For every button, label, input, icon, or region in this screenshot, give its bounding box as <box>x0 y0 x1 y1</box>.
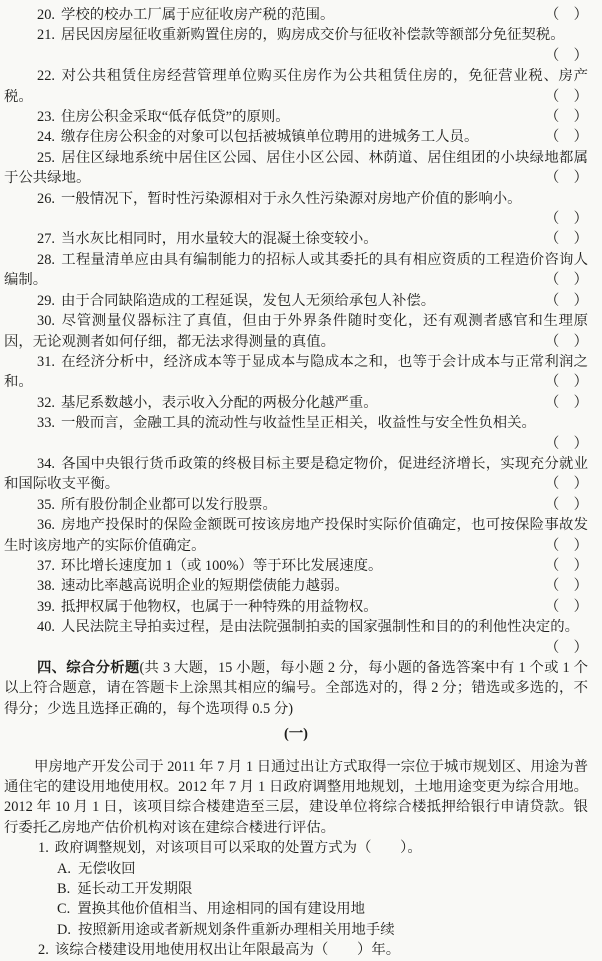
question-number: 37. <box>37 557 55 574</box>
question-text: 政府调整规划，对该项目可以采取的处置方式为（ ）。 <box>54 840 422 857</box>
question-number: 24. <box>37 129 55 146</box>
option-item <box>4 920 588 940</box>
true-false-question-item <box>4 454 588 495</box>
section-heading <box>4 658 588 719</box>
question-number: 28. <box>37 251 55 268</box>
answer-blank: （ ） <box>544 639 588 656</box>
question-number: 34. <box>37 455 55 472</box>
section-instructions: (共 3 大题，15 小题，每小题 2 分，每小题的备选答案中有 1 个或 1 个以上符合题意，请在答题卡上涂黑其相应的编号。全部选对的，得 2 分；错选或多选的，不得分；少选且选择正确的，每个选项得 0.5 分) <box>4 660 588 717</box>
question-text: 基尼系数越小，表示收入分配的两极分化越严重。 <box>61 394 378 411</box>
answer-blank: （ ） <box>544 578 588 595</box>
option-label: A. <box>57 860 71 877</box>
case-description: 甲房地产开发公司于 2011 年 7 月 1 日通过出让方式取得一宗位于城市规划区、用途为普通住宅的建设用地使用权。2012 年 7 月 1 日政府调整用地规划，土地用途变更为综合用地。2012 年 10 月 1 日，该项目综合楼建造至三层，建设单位将综合楼抵押给银行申请贷款。银行委托乙房地产估价机构对该在建综合楼进行评估。 <box>4 758 588 836</box>
true-false-question-item <box>4 291 588 311</box>
answer-blank: （ ） <box>544 272 588 289</box>
true-false-question-item <box>4 597 588 617</box>
question-number: 30. <box>37 313 55 330</box>
answer-blank: （ ） <box>544 292 588 309</box>
answer-blank: （ ） <box>544 496 588 513</box>
answer-blank: （ ） <box>544 129 588 146</box>
question-number: 26. <box>37 190 55 207</box>
answer-blank: （ ） <box>544 476 588 493</box>
question-text: 学校的校办工厂属于应征收房产税的范围。 <box>61 7 335 23</box>
question-text: 一般情况下，暂时性污染源相对于永久性污染源对房地产价值的影响小。 <box>61 190 522 207</box>
true-false-question-item <box>4 127 588 147</box>
question-text: 尽管测量仪器标注了真值，但由于外界条件随时变化，还有观测者感官和生理原因，无论观测者如何仔细，都无法求得测量的真值。 <box>4 313 588 350</box>
question-text: 对公共租赁住房经营管理单位购买住房作为公共租赁住房的，免征营业税、房产税。 <box>4 68 588 105</box>
answer-blank: （ ） <box>544 7 588 23</box>
answer-blank: （ ） <box>544 109 588 126</box>
option-list <box>4 859 588 941</box>
question-number: 35. <box>37 496 55 513</box>
question-number: 40. <box>37 619 55 636</box>
answer-blank: （ ） <box>544 598 588 615</box>
case-question <box>4 940 588 960</box>
answer-blank: （ ） <box>544 170 588 187</box>
question-text: 一般而言，金融工具的流动性与收益性呈正相关，收益性与安全性负相关。 <box>61 415 536 432</box>
option-text: 按照新用途或者新规划条件重新办理相关用地手续 <box>78 921 395 938</box>
option-item <box>4 899 588 919</box>
question-number: 33. <box>37 415 55 432</box>
question-number: 27. <box>37 231 55 248</box>
true-false-question-item <box>4 229 588 249</box>
option-text: 无偿收回 <box>78 860 136 877</box>
question-number: 22. <box>37 68 55 85</box>
question-number: 1. <box>38 840 49 857</box>
true-false-question-item <box>4 617 588 658</box>
option-item <box>4 859 588 879</box>
option-label: D. <box>57 921 71 938</box>
question-text: 各国中央银行货币政策的终极目标主要是稳定物价，促进经济增长，实现充分就业和国际收支平衡。 <box>4 455 588 493</box>
question-text: 抵押权属于他物权，也属于一种特殊的用益物权。 <box>61 598 378 615</box>
case-question-stem <box>4 838 588 858</box>
option-text: 置换其他价值相当、用途相同的国有建设用地 <box>77 901 366 918</box>
question-text: 工程量清单应由具有编制能力的招标人或其委托的具有相应资质的工程造价咨询人编制。 <box>4 251 588 289</box>
true-false-question-item <box>4 311 588 352</box>
true-false-question-item <box>4 5 588 25</box>
true-false-question-item <box>4 352 588 393</box>
true-false-question-item <box>4 66 588 107</box>
answer-blank: （ ） <box>544 435 588 452</box>
section-title: 四、综合分析题 <box>37 660 140 676</box>
question-number: 36. <box>37 517 55 534</box>
true-false-question-item <box>4 556 588 576</box>
question-number: 38. <box>37 578 55 595</box>
question-text: 住房公积金采取“低存低贷”的原则。 <box>61 109 290 126</box>
case-number: (一) <box>284 726 308 743</box>
option-label: B. <box>57 881 71 898</box>
true-false-question-item <box>4 25 588 66</box>
true-false-question-item <box>4 413 588 454</box>
question-number: 29. <box>37 292 55 309</box>
multiple-choice-question-list <box>4 838 588 960</box>
answer-blank: （ ） <box>544 88 588 105</box>
question-text: 当水灰比相同时，用水量较大的混凝土徐变较小。 <box>61 231 378 248</box>
true-false-question-item <box>4 393 588 413</box>
true-false-question-item <box>4 250 588 291</box>
question-number: 31. <box>37 353 55 370</box>
question-text: 房地产投保时的保险金额既可按该房地产投保时实际价值确定，也可按保险事故发生时该房地产的实际价值确定。 <box>4 517 588 554</box>
question-number: 20. <box>37 7 55 23</box>
option-item <box>4 879 588 899</box>
true-false-question-list <box>4 5 588 658</box>
question-number: 2. <box>38 942 49 959</box>
question-number: 25. <box>37 149 55 166</box>
answer-blank: （ ） <box>544 374 588 391</box>
question-number: 32. <box>37 394 55 411</box>
question-text: 所有股份制企业都可以发行股票。 <box>61 496 277 513</box>
option-text: 延长动工开发期限 <box>77 881 193 898</box>
question-text: 人民法院主导拍卖过程，是由法院强制拍卖的国家强制性和目的的利他性决定的。 <box>61 619 580 636</box>
true-false-question-item <box>4 495 588 515</box>
true-false-question-item <box>4 576 588 596</box>
answer-blank: （ ） <box>544 231 588 248</box>
answer-blank: （ ） <box>544 537 588 554</box>
question-text: 在经济分析中，经济成本等于显成本与隐成本之和，也等于会计成本与正常利润之和。 <box>4 353 588 391</box>
answer-blank: （ ） <box>544 333 588 350</box>
true-false-question-item <box>4 189 588 230</box>
question-text: 缴存住房公积金的对象可以包括被城镇单位聘用的进城务工人员。 <box>61 129 479 146</box>
question-text: 居住区绿地系统中居住区公园、居住小区公园、林荫道、居住组团的小块绿地都属于公共绿地。 <box>4 149 588 187</box>
question-text: 由于合同缺陷造成的工程延误，发包人无须给承包人补偿。 <box>61 292 436 309</box>
answer-blank: （ ） <box>544 557 588 574</box>
true-false-question-item <box>4 515 588 556</box>
case-question <box>4 838 588 940</box>
true-false-question-item <box>4 148 588 189</box>
option-label: C. <box>57 901 71 918</box>
question-text: 速动比率越高说明企业的短期偿债能力越弱。 <box>61 578 349 595</box>
question-text: 环比增长速度加 1（或 100%）等于环比发展速度。 <box>61 557 383 574</box>
question-number: 23. <box>37 109 55 126</box>
answer-blank: （ ） <box>544 394 588 411</box>
answer-blank: （ ） <box>544 211 588 228</box>
question-number: 21. <box>37 27 55 44</box>
answer-blank: （ ） <box>544 47 588 64</box>
case-question-stem <box>4 940 588 960</box>
question-text: 居民因房屋征收重新购置住房的，购房成交价与征收补偿款等额部分免征契税。 <box>61 27 565 44</box>
true-false-question-item <box>4 107 588 127</box>
question-text: 该综合楼建设用地使用权出让年限最高为（ ）年。 <box>54 942 401 959</box>
question-number: 39. <box>37 598 55 615</box>
